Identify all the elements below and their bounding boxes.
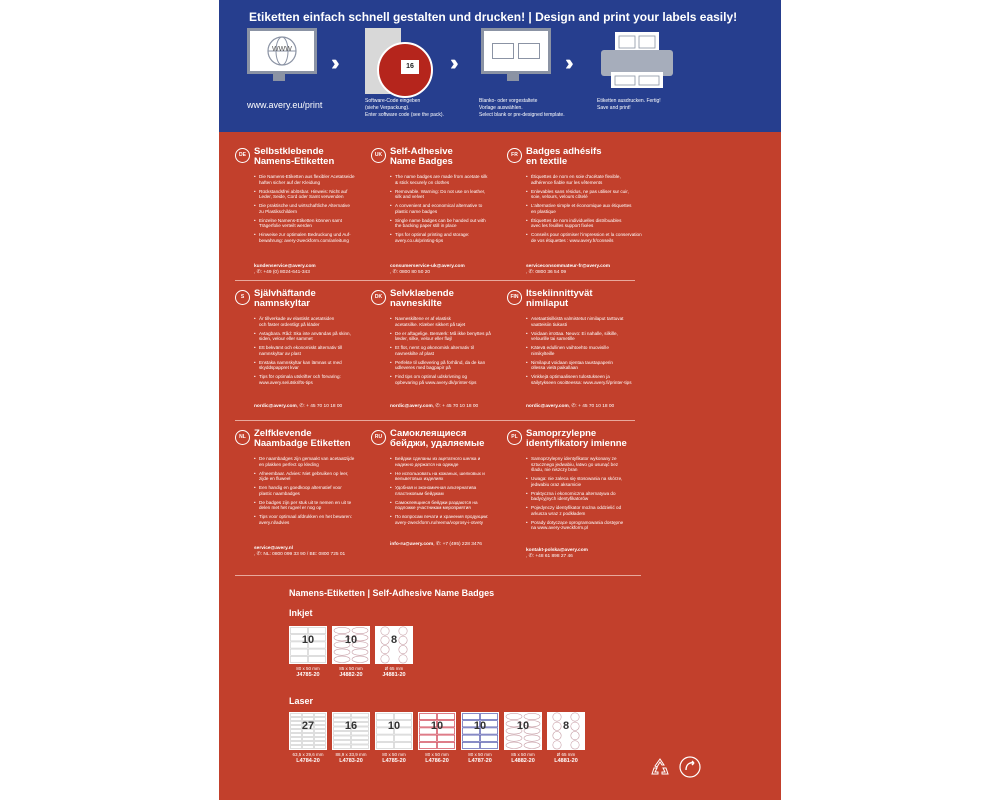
section-contact bbox=[390, 404, 478, 410]
lang-badge: NL bbox=[235, 430, 250, 445]
contact-email[interactable]: nordic@avery.com bbox=[254, 404, 297, 409]
product-code: L4783-20 bbox=[339, 758, 363, 764]
section-contact bbox=[526, 404, 614, 410]
contact-email[interactable]: info-ru@avery.com bbox=[390, 542, 434, 547]
product-code: L4786-20 bbox=[425, 758, 449, 764]
section-title: Zelfklevende Naambadge Etiketten bbox=[254, 428, 351, 449]
lang-badge: S bbox=[235, 290, 250, 305]
contact-email[interactable]: consumerservice-uk@avery.com bbox=[390, 264, 465, 269]
label-count: 8 bbox=[562, 720, 570, 732]
divider bbox=[235, 575, 641, 576]
lang-badge: DK bbox=[371, 290, 386, 305]
product-sheet bbox=[219, 0, 781, 800]
label-count: 10 bbox=[430, 720, 444, 732]
list-item: • Enlevables sans résidus, ne pas utiliser sur cuir, soie, velours, velours côtelé bbox=[526, 189, 642, 200]
list-item: • L'alternative simple et économique aux étiquettes en plastique bbox=[526, 203, 642, 214]
inkjet-label: Inkjet bbox=[289, 608, 313, 618]
contact-phone: , ✆: + 45 70 10 18 00 bbox=[432, 404, 479, 409]
code-magnifier-icon bbox=[377, 42, 433, 98]
product-code: L4881-20 bbox=[554, 758, 578, 764]
label-size: 80 x 50 mm bbox=[468, 752, 492, 757]
section-contact bbox=[526, 264, 610, 276]
list-item: • Ett bekvämt och ekonomiskt alternativ till namnskyltar av plast bbox=[254, 345, 351, 356]
section-contact bbox=[254, 264, 316, 276]
label-size: 85 x 50 mm bbox=[511, 752, 535, 757]
product-code: J4785-20 bbox=[296, 672, 320, 678]
list-item: • De er aftagelige. Bemærk: Må ikke benyttes på læder, silke, velour eller fløjl bbox=[390, 331, 491, 342]
contact-phone: , ✆: +7 (495) 228 3476 bbox=[433, 542, 482, 547]
list-item: • Die Namens-Etiketten aus flexibler Acetatseide haften sicher auf der Kleidung bbox=[254, 174, 355, 185]
divider bbox=[235, 280, 635, 281]
lang-badge: FIN bbox=[507, 290, 522, 305]
list-item: • Tips för optimala utskrifter och förvaring: www.avery.se/utskrifts-tips bbox=[254, 374, 351, 385]
label-count: 10 bbox=[344, 634, 358, 646]
section-title: Samoprzylepne identyfikatory imienne bbox=[526, 428, 627, 449]
lang-badge: UK bbox=[371, 148, 386, 163]
list-item: • Rückstandsfrei ablösbar. Hinweis: Nicht auf Leder, Seide, Cord oder Samt verwenden bbox=[254, 189, 355, 200]
green-dot-icon bbox=[679, 756, 701, 778]
contact-email[interactable]: kontakt-polska@avery.com bbox=[526, 548, 588, 553]
products-title: Namens-Etiketten | Self-Adhesive Name Badges bbox=[289, 588, 495, 598]
list-item: • Pojedynczy identyfikator można oddzielić od arkusza wraz z podkładem bbox=[526, 505, 623, 516]
list-item: • Praktyczna i ekonomiczna alternatywa do badycyjnych identyfikatorów bbox=[526, 491, 623, 502]
section-title: Self-Adhesive Name Badges bbox=[390, 146, 453, 167]
list-item: • Kätevä edullinen vaihtoehto muovisille nimikylteille bbox=[526, 345, 632, 356]
contact-phone: , ✆: +49 (0) 8024-641-343 bbox=[254, 270, 310, 275]
product-code: L4785-20 bbox=[382, 758, 406, 764]
section-title: Selbstklebende Namens-Etiketten bbox=[254, 146, 335, 167]
section-title: Itsekiinnittyvät nimilaput bbox=[526, 288, 593, 309]
list-item: • Conseils pour optimiser l'impression et la conservation de vos étiquettes : www.avery.fr/conseils bbox=[526, 232, 642, 243]
lang-badge: PL bbox=[507, 430, 522, 445]
label-count: 27 bbox=[301, 720, 315, 732]
label-count: 10 bbox=[387, 720, 401, 732]
label-size: Ø 65 mm bbox=[556, 752, 576, 757]
section-contact bbox=[390, 542, 482, 548]
list-item: • De badges zijn per stuk uit te nemen en uit te delen met het rugvel er nog op bbox=[254, 500, 354, 511]
monitor-www: WWW bbox=[272, 46, 292, 53]
step-code bbox=[365, 28, 445, 98]
step-website bbox=[247, 28, 319, 98]
list-item: • Avtagbara. Råd: Ska inte användas på skinn, siden, velour eller sammet bbox=[254, 331, 351, 342]
chevron-right-icon: ›› bbox=[450, 50, 453, 75]
list-item: • Nimilaput voidaan ojentaa taustapaperin ollessa vielä paikallaan bbox=[526, 360, 632, 371]
contact-email[interactable]: service@avery.nl bbox=[254, 546, 293, 551]
contact-phone: , ✆: NL: 0800 099 33 90 / BE: 0800 725 01 bbox=[254, 552, 346, 557]
website-url[interactable]: www.avery.eu/print bbox=[247, 100, 323, 110]
section-title: Badges adhésifs en textile bbox=[526, 146, 602, 167]
list-item: • Navneskiltene er af elastisk acetatsilke. Klæber sikkert på tøjet bbox=[390, 316, 491, 327]
contact-phone: , ✆: + 45 70 10 18 00 bbox=[568, 404, 615, 409]
chevron-right-icon: ›› bbox=[331, 50, 334, 75]
label-size: 80 x 50 mm bbox=[296, 666, 320, 671]
section-contact bbox=[254, 546, 345, 558]
step-print bbox=[597, 28, 677, 98]
label-size: Ø 65 mm bbox=[384, 666, 404, 671]
step-2-caption: Software-Code eingeben (siehe Verpackung). Enter software code (see the pack). bbox=[365, 98, 444, 118]
lang-badge: FR bbox=[507, 148, 522, 163]
label-size: 85 x 50 mm bbox=[339, 666, 363, 671]
contact-phone: , ✆: + 45 70 10 18 00 bbox=[296, 404, 343, 409]
instruction-banner bbox=[219, 0, 781, 132]
list-item: • Perfekte til udlevering på forhånd, da de kan udleveres med bagpapir på bbox=[390, 360, 491, 371]
section-contact bbox=[390, 264, 465, 276]
product-code: L4882-20 bbox=[511, 758, 535, 764]
section-title: Selvklæbende navneskilte bbox=[390, 288, 454, 309]
list-item: • Étiquettes de nom en soie d'acétate flexible, adhérence fiable sur les vêtements bbox=[526, 174, 642, 185]
section-contact bbox=[526, 548, 588, 560]
printer-icon bbox=[597, 28, 677, 90]
lang-badge: RU bbox=[371, 430, 386, 445]
label-size: 63,5 x 29,6 mm bbox=[292, 752, 324, 757]
list-item: • Не использовать на кожаных, шелковых и вельветовых изделиях bbox=[390, 471, 488, 482]
list-item: • Find tips om optimal udskrivning og opbevaring på www.avery.dk/printer-tips bbox=[390, 374, 491, 385]
list-item: • Är tillverkade av elastiskt acetatsiden och fäster ordentligt på kläder bbox=[254, 316, 351, 327]
contact-email[interactable]: kundenservice@avery.com bbox=[254, 264, 316, 269]
product-code: L4784-20 bbox=[296, 758, 320, 764]
section-title: Самоклеящиеся бейджи, удаляемые bbox=[390, 428, 485, 449]
label-count: 8 bbox=[390, 634, 398, 646]
list-item: • Uwaga: nie zaleca się stosowania na skórze, jedwabiu oraz aksamicie bbox=[526, 476, 623, 487]
list-item: • Et flot, nemt og økonomisk alternativ til navneskilte af plast bbox=[390, 345, 491, 356]
label-size: 80 x 50 mm bbox=[425, 752, 449, 757]
list-item: • Asetaattisilkistä valmistetut nimilaput tarttuvat vaatteisiin tiukasti bbox=[526, 316, 632, 327]
step-3-caption: Blanko- oder vorgestaltete Vorlage auswählen. Select blank or pre-designed template. bbox=[479, 98, 565, 118]
banner-title: Etiketten einfach schnell gestalten und drucken! | Design and print your labels easily! bbox=[249, 10, 738, 24]
list-item: • Бейджи сделаны из ацетатного шелка и надежно держатся на одежде bbox=[390, 456, 488, 467]
chevron-right-icon: ›› bbox=[565, 50, 568, 75]
code-number: 16 bbox=[401, 60, 419, 74]
contact-phone: , ✆: 0800 80 50 20 bbox=[390, 270, 431, 275]
contact-phone: , ✆: +48 61 898 27 46 bbox=[526, 554, 573, 559]
list-item: • Самоклеящиеся бейджи раздаются на подложке участникам мероприятия bbox=[390, 500, 488, 511]
list-item: • Hinweise zur optimalen Bedruckung und Auf- bewahrung: avery-zweckform.com/anleitung bbox=[254, 232, 355, 243]
list-item: • Removable. Warning: Do not use on leather, silk and velvet bbox=[390, 189, 487, 200]
list-item: • A convenient and economical alternative to plastic name badges bbox=[390, 203, 487, 214]
product-code: L4787-20 bbox=[468, 758, 492, 764]
list-item: • Porady dotyczące oprogramowania dostępne na www.avery-zweckform.pl bbox=[526, 520, 623, 531]
lang-badge: DE bbox=[235, 148, 250, 163]
list-item: • Vinkkejä optimaaliseen tulostukseen ja säilytykseen osoitteessa: www.avery.fi/printer-tips bbox=[526, 374, 632, 385]
list-item: • Single name badges can be handed out with the backing paper still in place bbox=[390, 218, 487, 229]
contact-email[interactable]: nordic@avery.com bbox=[526, 404, 569, 409]
contact-phone: , ✆: 0800 36 54 09 bbox=[526, 270, 567, 275]
contact-email[interactable]: serviceconsommateur-fr@avery.com bbox=[526, 264, 611, 269]
label-count: 10 bbox=[473, 720, 487, 732]
laser-label: Laser bbox=[289, 696, 314, 706]
list-item: • Een handig en goedkoop alternatief voor plastic naambadges bbox=[254, 485, 354, 496]
list-item: • По вопросам печати и хранения продукции: avery-zweckform.ru/reema/voprosy-i-otvety bbox=[390, 514, 488, 525]
product-code: J4882-20 bbox=[339, 672, 363, 678]
list-item: • Die praktische und wirtschaftliche Alternative zu Plastikschildern bbox=[254, 203, 355, 214]
list-item: • Étiquettes de nom individuelles distribuables avec les feuilles support fixées bbox=[526, 218, 642, 229]
divider bbox=[235, 420, 635, 421]
product-code: J4881-20 bbox=[382, 672, 406, 678]
list-item: • Enstaka namnskyltar kan lämnas ut med skyddspappret kvar bbox=[254, 360, 351, 371]
label-count: 16 bbox=[344, 720, 358, 732]
list-item: • Samoprzylepny identyfikator wykonany ze sztucznego jedwabiu, łatwo go usunąć bez śladu, nie niszczy bran bbox=[526, 456, 623, 473]
label-size: 80 x 50 mm bbox=[382, 752, 406, 757]
section-contact bbox=[254, 404, 342, 410]
list-item: • Einzelne Namens-Etiketten können samt Trägerfolie verteilt werden bbox=[254, 218, 355, 229]
template-monitor-icon bbox=[481, 28, 551, 74]
recycle-icon bbox=[649, 756, 671, 778]
section-title: Självhäftande namnskyltar bbox=[254, 288, 316, 309]
list-item: • The name badges are made from acetate silk & stick securely on clothes bbox=[390, 174, 487, 185]
monitor-icon bbox=[247, 28, 317, 74]
list-item: • Tips for optimal printing and storage: avery.co.uk/printing-tips bbox=[390, 232, 487, 243]
list-item: • Tips voor optimaal afdrukken en het bewaren: avery.nl/advies bbox=[254, 514, 354, 525]
label-count: 10 bbox=[516, 720, 530, 732]
contact-email[interactable]: nordic@avery.com bbox=[390, 404, 433, 409]
list-item: • Voidaan irrottaa. Neuvo: Ei nahalle, silkille, velourille tai sametille bbox=[526, 331, 632, 342]
step-4-caption: Etiketten ausdrucken. Fertig! Save and print! bbox=[597, 98, 661, 111]
label-count: 10 bbox=[301, 634, 315, 646]
list-item: • Afneembaar. Advies: Niet gebruiken op leer, zijde en fluweel bbox=[254, 471, 354, 482]
step-template bbox=[481, 28, 553, 98]
label-size: 88,9 x 33,9 mm bbox=[335, 752, 367, 757]
list-item: • De naambadges zijn gemaakt van acetaatzijde en plakken perfect op kleding bbox=[254, 456, 354, 467]
list-item: • Удобная и экономичная альтернатива пластиковым бейджам bbox=[390, 485, 488, 496]
